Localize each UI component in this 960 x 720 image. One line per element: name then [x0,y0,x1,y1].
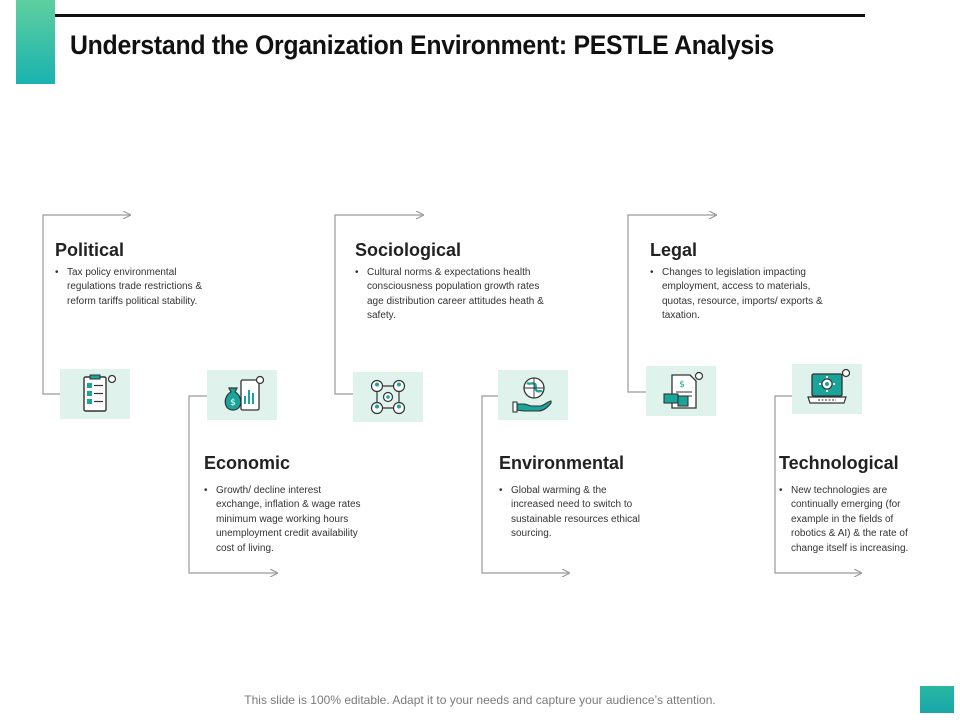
svg-text:$: $ [230,398,236,408]
technological-heading: Technological [779,453,899,473]
sociological-icon-box [353,372,423,422]
checklist-icon [72,373,118,415]
technological-bullet: • New technologies are continually emerging (for example in the fields of robotics & AI) & the rate of change itself is increasing. [779,484,929,556]
page-title: Understand the Organization Environment: PESTLE Analysis [70,30,775,60]
globe-hand-icon [510,374,556,416]
environmental-bullet: • Global warming & the increased need to switch to sustainable resources ethical sourcing. [499,484,644,542]
economic-bullet: • Growth/ decline interest exchange, inflation & wage rates minimum wage working hours unemployment credit availability cost of living. [204,484,364,556]
legal-bullet: • Changes to legislation impacting employment, access to materials, quotas, resource, imports/ exports & taxation. [650,266,830,324]
legal-icon-box [646,366,716,416]
political-heading: Political [55,240,125,260]
political-bullet: • Tax policy environmental regulations trade restrictions & reform tariffs political stability. [55,266,205,309]
sociological-bullet: • Cultural norms & expectations health consciousness population growth rates age distribution career attitudes heath & safety. [355,266,550,324]
economic-icon-box [207,370,277,420]
political-icon-box [60,369,130,419]
environmental-heading: Environmental [499,453,625,473]
people-network-icon [365,376,411,418]
legal-heading: Legal [650,240,698,260]
svg-text:$: $ [679,380,685,390]
political-bullets [55,266,205,309]
environmental-icon-box [498,370,568,420]
laptop-gear-icon [804,368,850,410]
sociological-heading: Sociological [355,240,462,260]
legal-bullets [650,266,830,324]
sociological-bullets [355,266,550,324]
technological-bullets [779,484,929,556]
legal-document-icon [658,370,704,412]
environmental-bullets [499,484,644,542]
economic-bullets [204,484,364,556]
technological-icon-box [792,364,862,414]
corner-accent [920,686,954,713]
footer-note: This slide is 100% editable. Adapt it to your needs and capture your audience’s attention. [244,693,716,707]
economic-heading: Economic [204,453,291,473]
money-bag-chart-icon [219,374,265,416]
